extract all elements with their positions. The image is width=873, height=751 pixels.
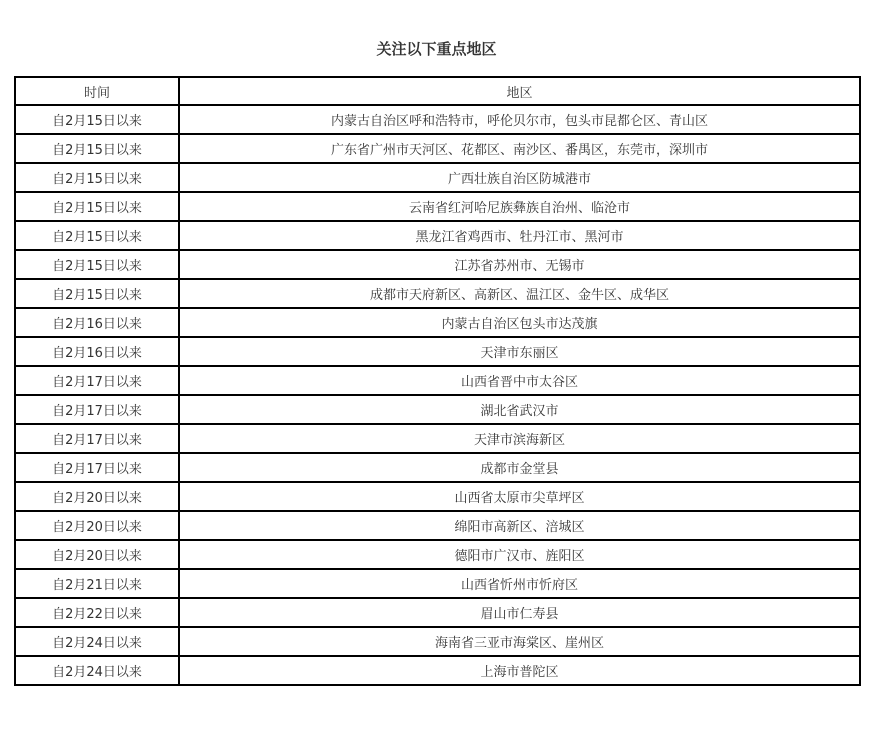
- table-row: [15, 308, 860, 337]
- area-cell: 眉山市仁寿县: [179, 598, 860, 627]
- time-cell: 自2月15日以来: [15, 192, 179, 221]
- header-area: 地区: [179, 77, 860, 105]
- table-row: [15, 395, 860, 424]
- table-row: [15, 105, 860, 134]
- area-cell: 山西省忻州市忻府区: [179, 569, 860, 598]
- area-cell: 上海市普陀区: [179, 656, 860, 685]
- time-cell: 自2月17日以来: [15, 424, 179, 453]
- area-cell: 内蒙古自治区呼和浩特市，呼伦贝尔市，包头市昆都仑区、青山区: [179, 105, 860, 134]
- table-header-row: [15, 77, 860, 105]
- time-cell: 自2月22日以来: [15, 598, 179, 627]
- time-cell: 自2月15日以来: [15, 279, 179, 308]
- header-time: 时间: [15, 77, 179, 105]
- area-cell: 海南省三亚市海棠区、崖州区: [179, 627, 860, 656]
- page-title: 关注以下重点地区: [376, 40, 497, 58]
- area-cell: 绵阳市高新区、涪城区: [179, 511, 860, 540]
- regions-table: [14, 76, 861, 686]
- table-row: [15, 627, 860, 656]
- table-row: [15, 192, 860, 221]
- area-cell: 内蒙古自治区包头市达茂旗: [179, 308, 860, 337]
- time-cell: 自2月16日以来: [15, 308, 179, 337]
- time-cell: 自2月17日以来: [15, 366, 179, 395]
- table-row: [15, 453, 860, 482]
- area-cell: 成都市金堂县: [179, 453, 860, 482]
- time-cell: 自2月15日以来: [15, 163, 179, 192]
- table-row: [15, 221, 860, 250]
- time-cell: 自2月15日以来: [15, 221, 179, 250]
- time-cell: 自2月15日以来: [15, 105, 179, 134]
- area-cell: 广东省广州市天河区、花都区、南沙区、番禺区，东莞市，深圳市: [179, 134, 860, 163]
- time-cell: 自2月24日以来: [15, 627, 179, 656]
- time-cell: 自2月20日以来: [15, 540, 179, 569]
- time-cell: 自2月24日以来: [15, 656, 179, 685]
- area-cell: 山西省太原市尖草坪区: [179, 482, 860, 511]
- table-row: [15, 482, 860, 511]
- table-row: [15, 569, 860, 598]
- area-cell: 黑龙江省鸡西市、牡丹江市、黑河市: [179, 221, 860, 250]
- table-row: [15, 163, 860, 192]
- table-row: [15, 366, 860, 395]
- table-row: [15, 656, 860, 685]
- table-row: [15, 279, 860, 308]
- table-row: [15, 134, 860, 163]
- time-cell: 自2月15日以来: [15, 134, 179, 163]
- area-cell: 江苏省苏州市、无锡市: [179, 250, 860, 279]
- table-row: [15, 598, 860, 627]
- table-row: [15, 337, 860, 366]
- area-cell: 天津市滨海新区: [179, 424, 860, 453]
- time-cell: 自2月21日以来: [15, 569, 179, 598]
- time-cell: 自2月20日以来: [15, 511, 179, 540]
- table-row: [15, 511, 860, 540]
- table-row: [15, 250, 860, 279]
- area-cell: 云南省红河哈尼族彝族自治州、临沧市: [179, 192, 860, 221]
- time-cell: 自2月20日以来: [15, 482, 179, 511]
- table-row: [15, 424, 860, 453]
- area-cell: 天津市东丽区: [179, 337, 860, 366]
- time-cell: 自2月15日以来: [15, 250, 179, 279]
- time-cell: 自2月16日以来: [15, 337, 179, 366]
- area-cell: 湖北省武汉市: [179, 395, 860, 424]
- area-cell: 德阳市广汉市、旌阳区: [179, 540, 860, 569]
- time-cell: 自2月17日以来: [15, 395, 179, 424]
- time-cell: 自2月17日以来: [15, 453, 179, 482]
- table-row: [15, 540, 860, 569]
- area-cell: 山西省晋中市太谷区: [179, 366, 860, 395]
- area-cell: 成都市天府新区、高新区、温江区、金牛区、成华区: [179, 279, 860, 308]
- area-cell: 广西壮族自治区防城港市: [179, 163, 860, 192]
